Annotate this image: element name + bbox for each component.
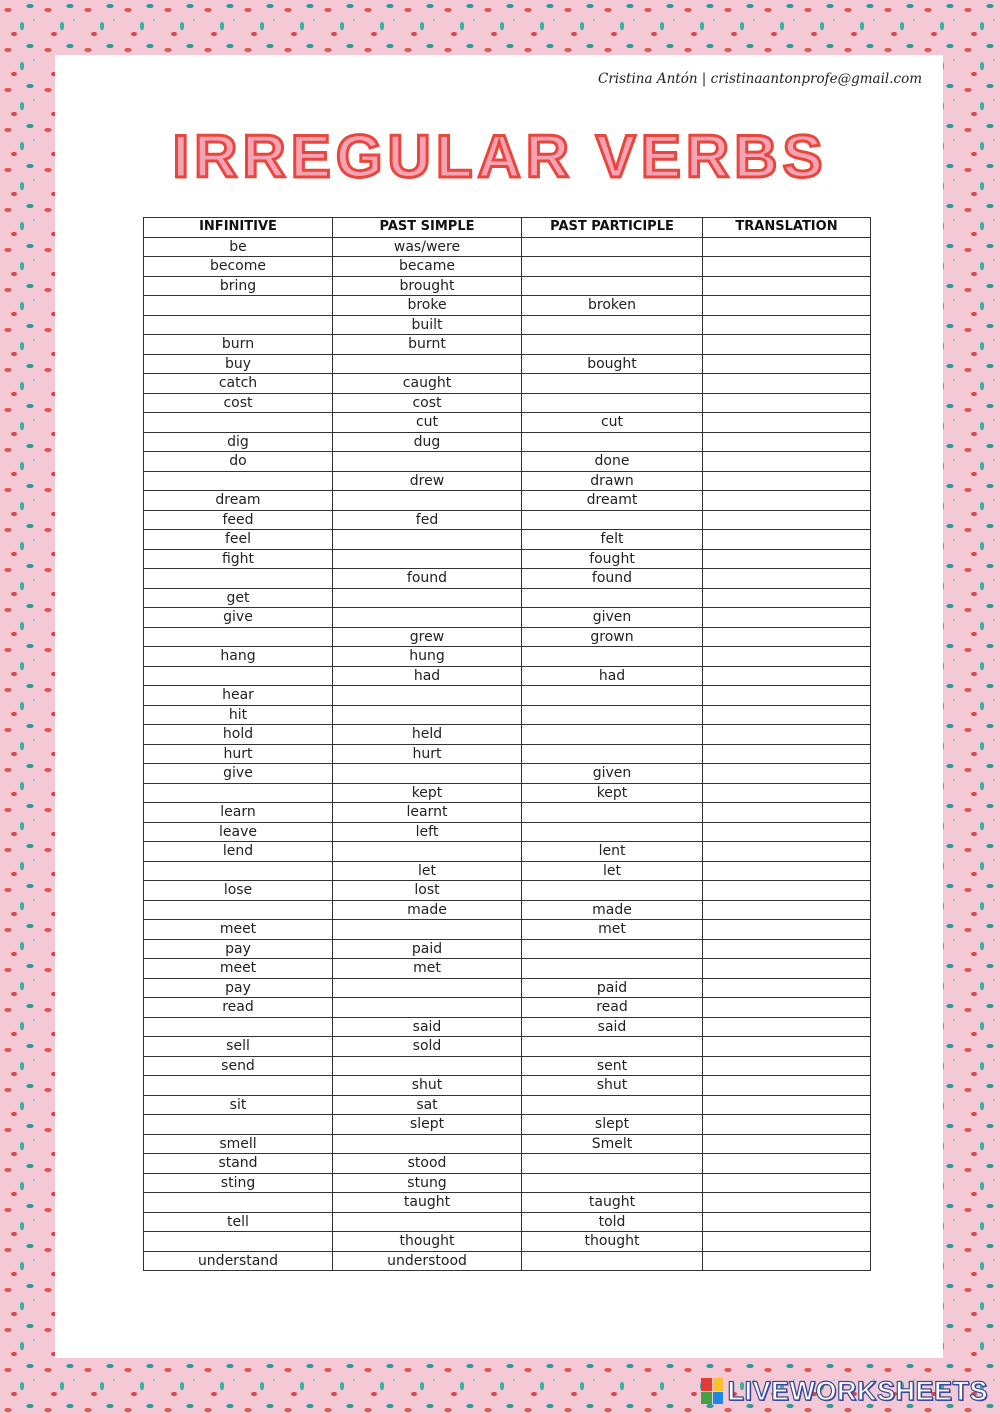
table-row: [144, 920, 871, 940]
translation-cell[interactable]: [703, 1134, 871, 1154]
author-credit: [598, 68, 922, 87]
past-participle-cell[interactable]: [522, 1095, 703, 1115]
infinitive-cell: lend: [144, 842, 333, 862]
translation-cell[interactable]: [703, 627, 871, 647]
logo-mark-icon: [701, 1378, 723, 1404]
past-simple-cell[interactable]: [333, 530, 522, 550]
past-simple-cell: caught: [333, 374, 522, 394]
translation-cell[interactable]: [703, 764, 871, 784]
past-participle-cell: shut: [522, 1076, 703, 1096]
past-simple-cell: built: [333, 315, 522, 335]
past-simple-cell[interactable]: [333, 608, 522, 628]
past-simple-cell[interactable]: [333, 998, 522, 1018]
past-simple-cell: grew: [333, 627, 522, 647]
past-simple-cell[interactable]: [333, 686, 522, 706]
translation-cell[interactable]: [703, 354, 871, 374]
past-participle-cell[interactable]: [522, 510, 703, 530]
logo-square-yellow: [713, 1378, 724, 1391]
table-row: [144, 1173, 871, 1193]
infinitive-cell: feed: [144, 510, 333, 530]
verbs-table-body: [144, 237, 871, 1271]
table-row: [144, 1076, 871, 1096]
infinitive-cell[interactable]: [144, 1193, 333, 1213]
past-participle-cell[interactable]: [522, 432, 703, 452]
past-participle-cell[interactable]: [522, 393, 703, 413]
table-row: [144, 237, 871, 257]
past-simple-cell: said: [333, 1017, 522, 1037]
past-simple-cell[interactable]: [333, 1056, 522, 1076]
past-simple-cell: let: [333, 861, 522, 881]
infinitive-cell: be: [144, 237, 333, 257]
past-participle-cell[interactable]: [522, 744, 703, 764]
past-simple-cell: left: [333, 822, 522, 842]
translation-cell[interactable]: [703, 471, 871, 491]
infinitive-cell: hear: [144, 686, 333, 706]
past-participle-cell: said: [522, 1017, 703, 1037]
translation-cell[interactable]: [703, 1037, 871, 1057]
translation-cell[interactable]: [703, 335, 871, 355]
past-simple-cell: was/were: [333, 237, 522, 257]
past-participle-cell[interactable]: [522, 1037, 703, 1057]
past-simple-cell[interactable]: [333, 452, 522, 472]
translation-cell[interactable]: [703, 920, 871, 940]
past-simple-cell: slept: [333, 1115, 522, 1135]
logo-square-green: [701, 1392, 712, 1405]
infinitive-cell[interactable]: [144, 1115, 333, 1135]
past-participle-cell: read: [522, 998, 703, 1018]
author-text: Cristina Antón | cristinaantonprofe@gmail.com: [598, 71, 922, 87]
translation-cell[interactable]: [703, 315, 871, 335]
past-simple-cell: had: [333, 666, 522, 686]
past-participle-cell: lent: [522, 842, 703, 862]
past-simple-cell[interactable]: [333, 705, 522, 725]
verbs-table: [143, 217, 871, 1271]
infinitive-cell[interactable]: [144, 1232, 333, 1252]
translation-cell[interactable]: [703, 1232, 871, 1252]
translation-cell[interactable]: [703, 1056, 871, 1076]
translation-cell[interactable]: [703, 393, 871, 413]
past-simple-cell: held: [333, 725, 522, 745]
liveworksheets-logo: [701, 1374, 988, 1408]
table-row: [144, 413, 871, 433]
table-row: [144, 257, 871, 277]
past-simple-cell: thought: [333, 1232, 522, 1252]
past-participle-cell: made: [522, 900, 703, 920]
past-simple-cell: kept: [333, 783, 522, 803]
page-title: IRREGULAR VERBS: [172, 123, 828, 190]
translation-cell[interactable]: [703, 549, 871, 569]
translation-cell[interactable]: [703, 686, 871, 706]
infinitive-cell: give: [144, 608, 333, 628]
infinitive-cell: hit: [144, 705, 333, 725]
past-simple-cell: taught: [333, 1193, 522, 1213]
table-row: [144, 783, 871, 803]
translation-cell[interactable]: [703, 432, 871, 452]
past-participle-cell[interactable]: [522, 335, 703, 355]
table-row: [144, 588, 871, 608]
past-participle-cell: cut: [522, 413, 703, 433]
table-row: [144, 432, 871, 452]
translation-cell[interactable]: [703, 705, 871, 725]
translation-cell[interactable]: [703, 666, 871, 686]
infinitive-cell: meet: [144, 920, 333, 940]
past-simple-cell[interactable]: [333, 549, 522, 569]
header-past-participle: PAST PARTICIPLE: [522, 218, 703, 238]
past-simple-cell[interactable]: [333, 920, 522, 940]
translation-cell[interactable]: [703, 1193, 871, 1213]
table-row: [144, 900, 871, 920]
past-simple-cell: sold: [333, 1037, 522, 1057]
translation-cell[interactable]: [703, 1017, 871, 1037]
infinitive-cell: hurt: [144, 744, 333, 764]
infinitive-cell[interactable]: [144, 783, 333, 803]
infinitive-cell: hang: [144, 647, 333, 667]
past-participle-cell: given: [522, 608, 703, 628]
past-simple-cell[interactable]: [333, 588, 522, 608]
infinitive-cell: cost: [144, 393, 333, 413]
infinitive-cell: leave: [144, 822, 333, 842]
past-simple-cell[interactable]: [333, 978, 522, 998]
infinitive-cell: hold: [144, 725, 333, 745]
table-row: [144, 530, 871, 550]
past-participle-cell[interactable]: [522, 822, 703, 842]
past-simple-cell[interactable]: [333, 491, 522, 511]
past-simple-cell: paid: [333, 939, 522, 959]
infinitive-cell: lose: [144, 881, 333, 901]
past-simple-cell: found: [333, 569, 522, 589]
table-row: [144, 452, 871, 472]
past-participle-cell: slept: [522, 1115, 703, 1135]
past-participle-cell[interactable]: [522, 686, 703, 706]
table-row: [144, 608, 871, 628]
past-participle-cell: done: [522, 452, 703, 472]
translation-cell[interactable]: [703, 1251, 871, 1271]
past-simple-cell: burnt: [333, 335, 522, 355]
infinitive-cell[interactable]: [144, 569, 333, 589]
past-participle-cell: thought: [522, 1232, 703, 1252]
past-participle-cell[interactable]: [522, 959, 703, 979]
infinitive-cell: sell: [144, 1037, 333, 1057]
translation-cell[interactable]: [703, 881, 871, 901]
translation-cell[interactable]: [703, 783, 871, 803]
table-row: [144, 1212, 871, 1232]
translation-cell[interactable]: [703, 374, 871, 394]
table-row: [144, 374, 871, 394]
past-participle-cell: found: [522, 569, 703, 589]
past-simple-cell: fed: [333, 510, 522, 530]
past-participle-cell: broken: [522, 296, 703, 316]
infinitive-cell: dig: [144, 432, 333, 452]
translation-cell[interactable]: [703, 998, 871, 1018]
past-simple-cell: learnt: [333, 803, 522, 823]
table-row: [144, 705, 871, 725]
infinitive-cell: stand: [144, 1154, 333, 1174]
past-participle-cell: bought: [522, 354, 703, 374]
infinitive-cell: read: [144, 998, 333, 1018]
infinitive-cell: give: [144, 764, 333, 784]
infinitive-cell: get: [144, 588, 333, 608]
infinitive-cell: smell: [144, 1134, 333, 1154]
past-participle-cell[interactable]: [522, 257, 703, 277]
past-participle-cell[interactable]: [522, 1154, 703, 1174]
past-participle-cell[interactable]: [522, 588, 703, 608]
past-participle-cell: had: [522, 666, 703, 686]
translation-cell[interactable]: [703, 452, 871, 472]
past-simple-cell[interactable]: [333, 1212, 522, 1232]
table-row: [144, 1095, 871, 1115]
past-participle-cell[interactable]: [522, 803, 703, 823]
past-participle-cell[interactable]: [522, 939, 703, 959]
past-simple-cell: brought: [333, 276, 522, 296]
infinitive-cell[interactable]: [144, 627, 333, 647]
past-simple-cell: broke: [333, 296, 522, 316]
past-simple-cell: became: [333, 257, 522, 277]
past-simple-cell: drew: [333, 471, 522, 491]
table-row: [144, 1154, 871, 1174]
infinitive-cell[interactable]: [144, 413, 333, 433]
past-participle-cell: told: [522, 1212, 703, 1232]
table-row: [144, 354, 871, 374]
past-participle-cell[interactable]: [522, 1251, 703, 1271]
infinitive-cell: pay: [144, 939, 333, 959]
table-row: [144, 569, 871, 589]
table-row: [144, 627, 871, 647]
table-row: [144, 510, 871, 530]
infinitive-cell[interactable]: [144, 315, 333, 335]
table-row: [144, 666, 871, 686]
translation-cell[interactable]: [703, 413, 871, 433]
past-simple-cell[interactable]: [333, 764, 522, 784]
translation-cell[interactable]: [703, 491, 871, 511]
past-participle-cell[interactable]: [522, 725, 703, 745]
translation-cell[interactable]: [703, 861, 871, 881]
translation-cell[interactable]: [703, 900, 871, 920]
past-participle-cell: drawn: [522, 471, 703, 491]
translation-cell[interactable]: [703, 1076, 871, 1096]
past-simple-cell: stung: [333, 1173, 522, 1193]
past-simple-cell[interactable]: [333, 354, 522, 374]
past-participle-cell: sent: [522, 1056, 703, 1076]
table-row: [144, 725, 871, 745]
translation-cell[interactable]: [703, 959, 871, 979]
infinitive-cell[interactable]: [144, 296, 333, 316]
past-participle-cell: given: [522, 764, 703, 784]
table-row: [144, 939, 871, 959]
infinitive-cell: meet: [144, 959, 333, 979]
translation-cell[interactable]: [703, 276, 871, 296]
translation-cell[interactable]: [703, 725, 871, 745]
table-row: [144, 803, 871, 823]
translation-cell[interactable]: [703, 822, 871, 842]
infinitive-cell[interactable]: [144, 900, 333, 920]
logo-square-red: [701, 1378, 712, 1391]
header-translation: TRANSLATION: [703, 218, 871, 238]
translation-cell[interactable]: [703, 1154, 871, 1174]
infinitive-cell[interactable]: [144, 1017, 333, 1037]
infinitive-cell: sting: [144, 1173, 333, 1193]
infinitive-cell: catch: [144, 374, 333, 394]
table-row: [144, 276, 871, 296]
infinitive-cell: become: [144, 257, 333, 277]
translation-cell[interactable]: [703, 978, 871, 998]
table-row: [144, 978, 871, 998]
table-row: [144, 822, 871, 842]
past-simple-cell: lost: [333, 881, 522, 901]
table-row: [144, 764, 871, 784]
past-simple-cell: hurt: [333, 744, 522, 764]
past-participle-cell[interactable]: [522, 1173, 703, 1193]
infinitive-cell: tell: [144, 1212, 333, 1232]
table-header-row: [144, 218, 871, 238]
translation-cell[interactable]: [703, 510, 871, 530]
infinitive-cell: sit: [144, 1095, 333, 1115]
infinitive-cell: learn: [144, 803, 333, 823]
past-participle-cell[interactable]: [522, 881, 703, 901]
past-participle-cell: dreamt: [522, 491, 703, 511]
translation-cell[interactable]: [703, 608, 871, 628]
past-simple-cell: cost: [333, 393, 522, 413]
table-row: [144, 647, 871, 667]
infinitive-cell: bring: [144, 276, 333, 296]
past-participle-cell[interactable]: [522, 315, 703, 335]
past-participle-cell: taught: [522, 1193, 703, 1213]
past-simple-cell: shut: [333, 1076, 522, 1096]
table-row: [144, 491, 871, 511]
infinitive-cell: understand: [144, 1251, 333, 1271]
infinitive-cell: do: [144, 452, 333, 472]
past-simple-cell: stood: [333, 1154, 522, 1174]
infinitive-cell: dream: [144, 491, 333, 511]
translation-cell[interactable]: [703, 588, 871, 608]
infinitive-cell[interactable]: [144, 861, 333, 881]
translation-cell[interactable]: [703, 1173, 871, 1193]
translation-cell[interactable]: [703, 1212, 871, 1232]
past-simple-cell: met: [333, 959, 522, 979]
past-participle-cell: met: [522, 920, 703, 940]
table-row: [144, 861, 871, 881]
table-row: [144, 296, 871, 316]
table-row: [144, 1134, 871, 1154]
translation-cell[interactable]: [703, 530, 871, 550]
infinitive-cell: send: [144, 1056, 333, 1076]
past-simple-cell[interactable]: [333, 1134, 522, 1154]
table-row: [144, 1017, 871, 1037]
translation-cell[interactable]: [703, 803, 871, 823]
infinitive-cell[interactable]: [144, 666, 333, 686]
logo-square-blue: [713, 1392, 724, 1405]
past-participle-cell[interactable]: [522, 705, 703, 725]
table-row: [144, 471, 871, 491]
header-past-simple: PAST SIMPLE: [333, 218, 522, 238]
translation-cell[interactable]: [703, 296, 871, 316]
header-infinitive: INFINITIVE: [144, 218, 333, 238]
past-participle-cell: grown: [522, 627, 703, 647]
table-row: [144, 335, 871, 355]
table-row: [144, 959, 871, 979]
past-participle-cell: let: [522, 861, 703, 881]
past-participle-cell: felt: [522, 530, 703, 550]
past-participle-cell[interactable]: [522, 237, 703, 257]
past-simple-cell: cut: [333, 413, 522, 433]
logo-text: LIVEWORKSHEETS: [727, 1375, 988, 1406]
table-row: [144, 1115, 871, 1135]
table-row: [144, 842, 871, 862]
table-row: [144, 1251, 871, 1271]
translation-cell[interactable]: [703, 744, 871, 764]
translation-cell[interactable]: [703, 1095, 871, 1115]
table-row: [144, 1232, 871, 1252]
table-row: [144, 1037, 871, 1057]
table-row: [144, 1193, 871, 1213]
translation-cell[interactable]: [703, 1115, 871, 1135]
past-participle-cell: kept: [522, 783, 703, 803]
past-participle-cell[interactable]: [522, 647, 703, 667]
past-participle-cell: Smelt: [522, 1134, 703, 1154]
past-participle-cell: paid: [522, 978, 703, 998]
past-simple-cell: made: [333, 900, 522, 920]
table-row: [144, 315, 871, 335]
past-simple-cell: dug: [333, 432, 522, 452]
past-participle-cell[interactable]: [522, 276, 703, 296]
translation-cell[interactable]: [703, 237, 871, 257]
infinitive-cell[interactable]: [144, 1076, 333, 1096]
table-row: [144, 744, 871, 764]
infinitive-cell[interactable]: [144, 471, 333, 491]
past-simple-cell: hung: [333, 647, 522, 667]
table-row: [144, 881, 871, 901]
table-row: [144, 686, 871, 706]
table-row: [144, 1056, 871, 1076]
infinitive-cell: pay: [144, 978, 333, 998]
past-simple-cell: understood: [333, 1251, 522, 1271]
past-participle-cell[interactable]: [522, 374, 703, 394]
table-row: [144, 393, 871, 413]
table-row: [144, 549, 871, 569]
translation-cell[interactable]: [703, 647, 871, 667]
past-simple-cell: sat: [333, 1095, 522, 1115]
infinitive-cell: fight: [144, 549, 333, 569]
past-simple-cell[interactable]: [333, 842, 522, 862]
infinitive-cell: feel: [144, 530, 333, 550]
infinitive-cell: buy: [144, 354, 333, 374]
translation-cell[interactable]: [703, 257, 871, 277]
translation-cell[interactable]: [703, 569, 871, 589]
translation-cell[interactable]: [703, 842, 871, 862]
table-row: [144, 998, 871, 1018]
past-participle-cell: fought: [522, 549, 703, 569]
infinitive-cell: burn: [144, 335, 333, 355]
translation-cell[interactable]: [703, 939, 871, 959]
